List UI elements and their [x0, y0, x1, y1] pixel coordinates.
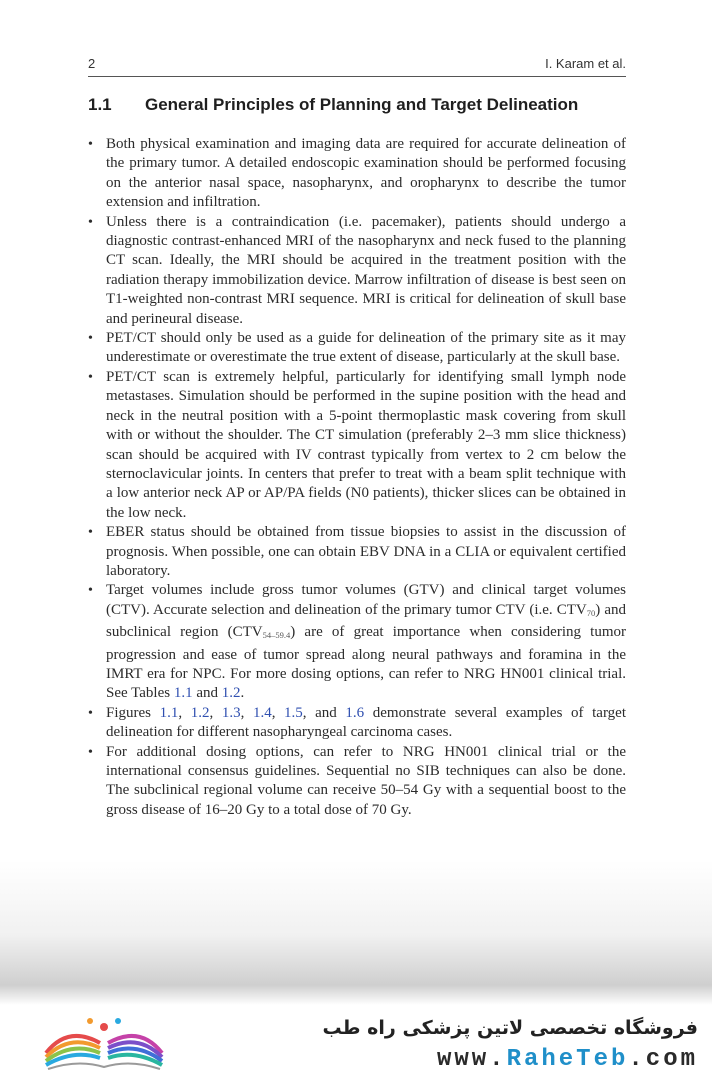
separator: , — [209, 704, 222, 721]
shop-name: فروشگاه تخصصی لاتین پزشکی راه طب — [322, 1017, 698, 1039]
bullet-item — [88, 581, 626, 703]
table-link[interactable]: 1.2 — [221, 685, 241, 702]
bullet-item — [88, 704, 626, 743]
bullet-item — [88, 743, 626, 821]
section-title: General Principles of Planning and Target Delineation — [145, 95, 579, 114]
bullet-text: EBER status should be obtained from tissue biopsies to assist in the discussion of prognosis. When possible, one can obtain EBV DNA in a CLIA or equivalent certified laboratory. — [106, 524, 626, 579]
bullet-text: For additional dosing options, can refer to NRG HN001 clinical trial or the international consensus guidelines. Sequential no SIB techniques can also be done. The subclinical regional volume can receive 50–54 Gy with a sequential boost to the gross disease of 16–20 Gy to a total dose of 70 Gy. — [106, 743, 626, 818]
website-prefix: www. — [436, 1046, 507, 1073]
bullet-item — [88, 135, 626, 213]
bullet-item — [88, 523, 626, 581]
running-head-authors: I. Karam et al. — [545, 56, 626, 71]
figure-link[interactable]: 1.2 — [190, 704, 210, 721]
bullet-text: Figures — [106, 704, 160, 721]
separator: , — [240, 704, 253, 721]
figure-link[interactable]: 1.5 — [284, 704, 303, 721]
separator: , — [271, 704, 285, 721]
figure-link[interactable]: 1.6 — [345, 704, 365, 721]
section-number: 1.1 — [88, 95, 112, 114]
website-brand: RaheTeb — [506, 1046, 629, 1073]
bullet-text: and — [192, 685, 222, 702]
website-url — [437, 1046, 698, 1073]
separator: , — [178, 704, 191, 721]
bullet-text: Both physical examination and imaging data are required for accurate delineation of the primary tumor. A detailed endoscopic examination should be performed focusing on the anterior nasal space, nasopharynx, and oropharynx to describe the tumor extension and infiltration. — [106, 136, 626, 211]
section-heading — [88, 95, 626, 115]
watermark-footer — [0, 1005, 712, 1079]
table-link[interactable]: 1.1 — [173, 685, 193, 702]
bullet-item — [88, 368, 626, 523]
figure-link[interactable]: 1.4 — [252, 704, 272, 721]
bullet-text: ) are of great importance when considering tumor progression and ease of tumor spread along neural pathways and foramina in the IMRT era for NPC. For more dosing options, can refer to NRG HN001 clinical trial. See Tables — [106, 624, 626, 702]
running-header — [88, 56, 626, 74]
open-book-logo-icon — [38, 1013, 170, 1075]
page-number: 2 — [88, 56, 96, 71]
bullet-text: PET/CT should only be used as a guide for delineation of the primary site as it may underestimate or overestimate the true extent of disease, particularly at the skull base. — [106, 330, 626, 366]
bullet-text: . — [240, 685, 245, 702]
figure-link[interactable]: 1.3 — [221, 704, 241, 721]
bullet-item — [88, 213, 626, 329]
figure-link[interactable]: 1.1 — [159, 704, 179, 721]
header-rule — [88, 76, 626, 77]
separator: , and — [302, 704, 346, 721]
bullet-list — [88, 135, 626, 820]
bullet-text: demonstrate several examples of target delineation for different nasopharyngeal carcinoma cases. — [106, 704, 627, 741]
ctv-subscript: 54–59.4 — [262, 630, 291, 641]
bullet-item — [88, 329, 626, 368]
bullet-text: PET/CT scan is extremely helpful, particularly for identifying small lymph node metastases. Simulation should be performed in the supine position with the head and neck in the neutral position with a 5-point thermoplastic mask covering from skull with or without the shoulder. The CT simulation (preferably 2–3 mm slice thickness) scan should be acquired with IV contrast typically from vertex to 2 cm below the sternoclavicular joints. In centers that prefer to treat with a beam split technique with a low anterior neck AP or AP/PA fields (N0 patients), thicker slices can be obtained in the low neck. — [106, 368, 626, 521]
bullet-text: Unless there is a contraindication (i.e. pacemaker), patients should undergo a diagnostic contrast-enhanced MRI of the nasopharynx and neck fused to the planning CT scan. Ideally, the MRI should be acquired in the treatment position with the radiation therapy immobilization device. Marrow infiltration of disease is best seen on T1-weighted non-contrast MRI sequence. MRI is critical for delineation of skull base and perineural disease. — [106, 213, 626, 327]
bullet-text: Target volumes include gross tumor volumes (GTV) and clinical target volumes (CTV). Accurate selection and delineation of the primary tumor CTV (i.e. CTV — [106, 582, 626, 618]
bullet-text: ) and subclinical region (CTV — [106, 601, 627, 641]
website-suffix: .com — [628, 1046, 698, 1073]
ctv-subscript: 70 — [586, 607, 596, 618]
